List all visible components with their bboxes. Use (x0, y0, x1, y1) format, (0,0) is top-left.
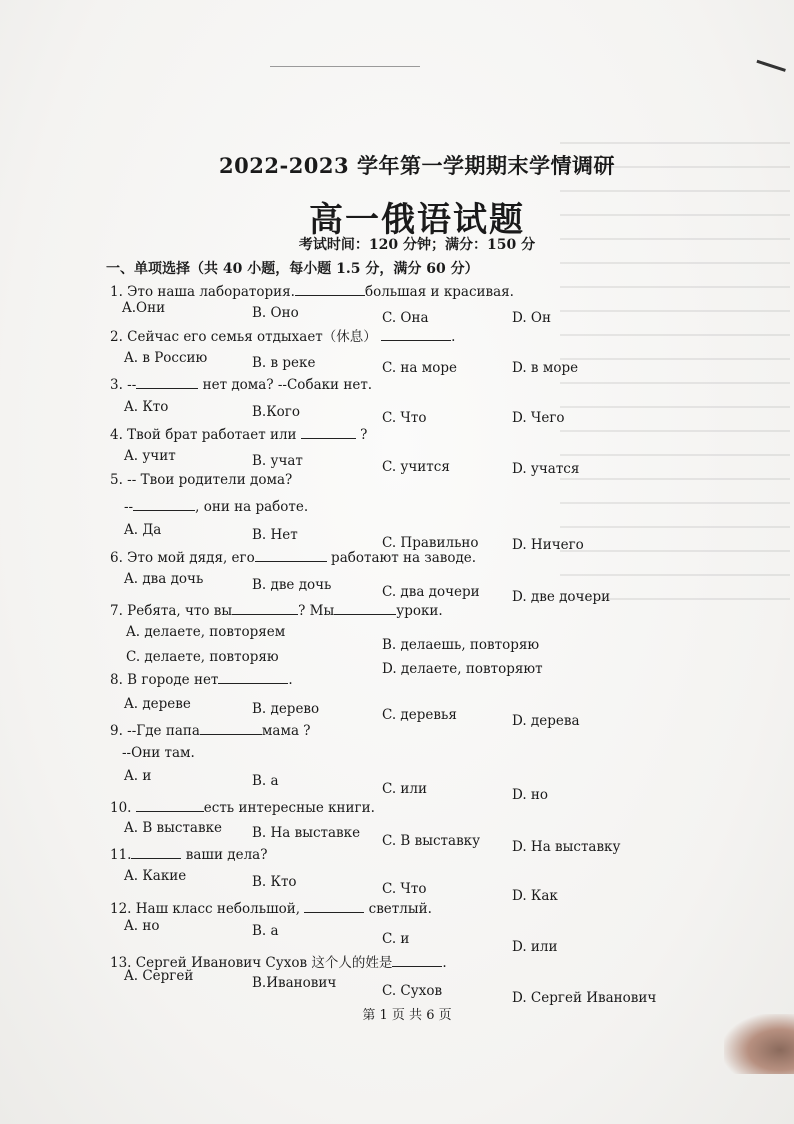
option-c: C. Правильно (382, 535, 479, 551)
option-c: C. Что (382, 881, 427, 897)
answer-blank (232, 602, 298, 615)
option-a: A. дереве (124, 696, 191, 712)
option-b: B. Нет (252, 527, 298, 543)
question-stem: 2. Сейчас его семья отдыхает（休息） (110, 329, 377, 345)
option-d: D. делаете, повторяют (382, 661, 543, 677)
question-7 (110, 602, 443, 619)
exam-subtitle: 高一俄语试题 (309, 200, 525, 240)
option-a: A. в Россию (124, 350, 208, 366)
question-stem: . (288, 672, 293, 688)
question-3 (110, 376, 372, 393)
option-a: A. Сергей (124, 968, 194, 984)
option-d: D. дерева (512, 713, 580, 729)
question-stem: работают на заводе. (331, 550, 477, 566)
option-b: B. На выставке (252, 825, 361, 841)
exam-meta: 考试时间：120 分钟；满分：150 分 (298, 237, 536, 253)
option-c: C. на море (382, 360, 458, 376)
question-stem: ? Мы (298, 603, 335, 619)
option-b: B.Иванович (252, 975, 337, 991)
question-stem: 5. -- Твои родители дома? (110, 472, 293, 488)
question-11 (110, 846, 267, 863)
option-a: A. и (124, 768, 152, 784)
option-b: B. Оно (252, 305, 299, 321)
question-stem: 10. (110, 800, 132, 816)
question-stem: . (442, 955, 447, 971)
question-stem: . (451, 329, 456, 345)
option-b: B. Кто (252, 874, 297, 890)
option-b: B. дерево (252, 701, 320, 717)
finger-shadow (724, 1014, 794, 1074)
option-c: C. В выставку (382, 833, 481, 849)
option-c: C. Она (382, 310, 429, 326)
question-stem: светлый. (368, 901, 432, 917)
option-a: A. Да (124, 522, 162, 538)
option-c: C. делаете, повторяю (126, 649, 279, 665)
answer-blank (301, 426, 356, 439)
question-stem: нет дома? --Собаки нет. (202, 377, 373, 393)
question-8 (110, 671, 293, 688)
option-b: B. в реке (252, 355, 316, 371)
question-stem: 13. Сергей Иванович Сухов 这个人的姓是 (110, 955, 393, 971)
option-c: C. Что (382, 410, 427, 426)
option-c: C. и (382, 931, 410, 947)
option-d: D. две дочери (512, 589, 611, 605)
option-d: D. Он (512, 310, 551, 326)
option-d: D. На выставку (512, 839, 621, 855)
option-d: D. Ничего (512, 537, 584, 553)
option-d: D. но (512, 787, 549, 803)
question-stem: 4. Твой брат работает или (110, 427, 297, 443)
option-b: B. две дочь (252, 577, 332, 593)
answer-blank (392, 954, 442, 967)
option-d: D. в море (512, 360, 579, 376)
question-stem: 6. Это мой дядя, его (110, 550, 255, 566)
question-9-line2: --Они там. (122, 745, 195, 761)
question-stem: ваши дела? (185, 847, 268, 863)
question-stem: 11. (110, 847, 132, 863)
question-stem: 9. --Где папа (110, 723, 200, 739)
option-a: A. делаете, повторяем (126, 624, 286, 640)
option-d: D. или (512, 939, 558, 955)
option-b: B. а (252, 773, 279, 789)
option-c: C. или (382, 781, 428, 797)
question-10 (110, 799, 375, 816)
option-a: A. но (124, 918, 160, 934)
option-c: C. два дочери (382, 584, 480, 600)
question-stem: 3. -- (110, 377, 137, 393)
answer-blank (295, 283, 365, 296)
answer-blank (255, 549, 327, 562)
answer-blank (304, 900, 364, 913)
question-9 (110, 722, 311, 739)
option-b: B. учат (252, 453, 303, 469)
option-b: B. а (252, 923, 279, 939)
answer-blank (381, 328, 451, 341)
option-c: C. деревья (382, 707, 457, 723)
answer-blank (131, 846, 181, 859)
option-a: A.Они (122, 300, 166, 316)
question-4 (110, 426, 367, 443)
option-a: A. Кто (124, 399, 169, 415)
question-stem: -- (124, 499, 134, 515)
option-c: C. Сухов (382, 983, 443, 999)
question-5 (110, 472, 292, 488)
answer-blank (136, 376, 198, 389)
question-stem: 1. Это наша лаборатория. (110, 284, 295, 300)
question-12 (110, 900, 432, 917)
answer-blank (200, 722, 262, 735)
question-2 (110, 325, 455, 345)
question-stem: мама ? (261, 723, 311, 739)
question-stem: 8. В городе нет (110, 672, 219, 688)
question-stem: уроки. (396, 603, 443, 619)
answer-blank (133, 498, 195, 511)
answer-blank (218, 671, 288, 684)
option-a: A. учит (124, 448, 176, 464)
option-a: A. два дочь (124, 571, 204, 587)
page-footer: 第 1 页 共 6 页 (362, 1008, 452, 1023)
option-d: D. Сергей Иванович (512, 990, 657, 1006)
question-5-line2 (124, 498, 308, 515)
question-stem: 12. Наш класс небольшой, (110, 901, 301, 917)
question-stem: большая и красивая. (364, 284, 514, 300)
option-d: D. Чего (512, 410, 565, 426)
section-heading: 一、单项选择（共 40 小题，每小题 1.5 分，满分 60 分） (106, 261, 479, 277)
answer-blank (334, 602, 396, 615)
question-stem: 7. Ребята, что вы (110, 603, 233, 619)
question-stem: , они на работе. (195, 499, 309, 515)
option-b: B.Кого (252, 404, 300, 420)
option-c: C. учится (382, 459, 450, 475)
question-6 (110, 549, 476, 566)
option-d: D. учатся (512, 461, 580, 477)
option-d: D. Как (512, 888, 558, 904)
option-a: A. В выставке (124, 820, 222, 836)
exam-title: 2022-2023 学年第一学期期末学情调研 (219, 153, 615, 178)
question-stem: ? (360, 427, 368, 443)
option-a: A. Какие (124, 868, 187, 884)
question-stem: есть интересные книги. (203, 800, 375, 816)
question-1 (110, 283, 514, 300)
option-b: B. делаешь, повторяю (382, 637, 540, 653)
top-line (270, 66, 420, 67)
answer-blank (136, 799, 204, 812)
